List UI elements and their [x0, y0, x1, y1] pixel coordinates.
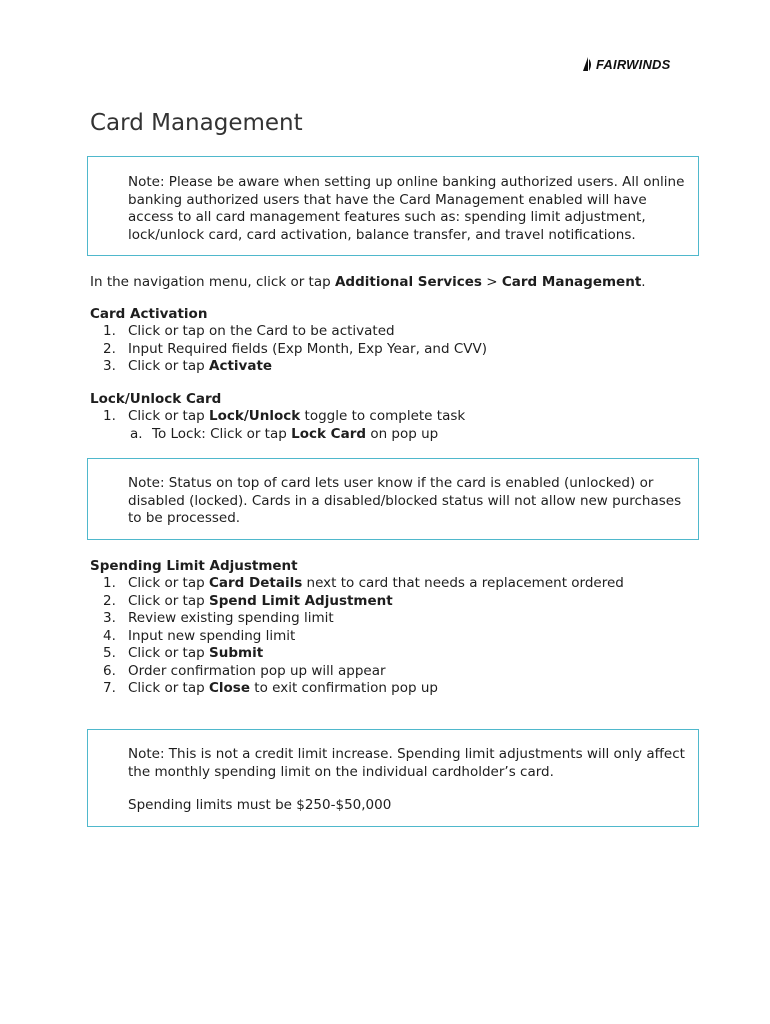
item-text: to exit confirmation pop up — [250, 680, 438, 696]
lock-unlock-heading: Lock/Unlock Card — [90, 391, 222, 407]
item-bold: Activate — [209, 358, 273, 374]
item-bold: Submit — [209, 645, 264, 661]
item-bold: Lock Card — [291, 425, 367, 442]
card-status-note — [87, 458, 699, 540]
lock-unlock-list — [90, 408, 465, 443]
logo-text: FAIRWINDS — [596, 56, 671, 72]
item-text: Click or tap on the Card to be activated — [128, 323, 395, 339]
list-item — [90, 680, 624, 698]
item-text: Click or tap — [128, 358, 209, 374]
item-text: Click or tap — [128, 645, 209, 661]
nav-card-management: Card Management — [501, 274, 642, 290]
item-number: 2. — [103, 340, 116, 357]
sail-icon — [580, 55, 596, 73]
nav-prefix: In the navigation menu, click or tap — [90, 274, 335, 290]
item-text: Click or tap — [128, 575, 209, 591]
item-number: 7. — [103, 680, 116, 696]
card-activation-list — [90, 323, 487, 376]
spending-limit-note — [87, 729, 699, 827]
item-text: Input new spending limit — [128, 627, 296, 644]
list-item — [90, 575, 624, 593]
item-text: on pop up — [366, 425, 439, 442]
spending-limit-list — [90, 575, 624, 698]
item-number: 6. — [103, 662, 116, 679]
list-item — [90, 628, 624, 646]
item-number: 3. — [103, 358, 116, 374]
item-bold: Card Details — [209, 575, 303, 591]
fairwinds-logo — [580, 55, 671, 73]
list-sub-item — [90, 426, 465, 444]
list-item — [90, 408, 465, 426]
note-text: Note: This is not a credit limit increase. Spending limit adjustments will only affect the monthly spending limit on the individual cardholder’s card. — [128, 746, 685, 780]
item-text: Click or tap — [128, 408, 209, 424]
list-item — [90, 645, 624, 663]
item-text: Click or tap — [128, 680, 209, 696]
list-item — [90, 341, 487, 359]
item-text: Review existing spending limit — [128, 610, 334, 626]
navigation-instruction — [90, 274, 646, 292]
item-number: 5. — [103, 645, 116, 661]
card-activation-heading: Card Activation — [90, 306, 208, 322]
list-item — [90, 610, 624, 628]
nav-additional-services: Additional Services — [334, 274, 482, 290]
item-number: 1. — [103, 575, 116, 591]
item-text: toggle to complete task — [300, 408, 466, 424]
list-item — [90, 663, 624, 681]
nav-separator: > — [481, 274, 502, 290]
item-number: 2. — [103, 592, 116, 609]
item-bold: Lock/Unlock — [209, 408, 301, 424]
item-number: 3. — [103, 610, 116, 626]
note-text: Note: Status on top of card lets user know if the card is enabled (unlocked) or disabled (locked). Cards in a disabled/blocked status will not allow new purchases to be processed. — [128, 475, 682, 526]
item-bold: Close — [209, 680, 251, 696]
authorized-users-note — [87, 156, 699, 256]
page-title: Card Management — [90, 110, 303, 136]
item-text: To Lock: Click or tap — [152, 425, 292, 442]
item-letter: a. — [130, 425, 143, 442]
item-text: Order confirmation pop up will appear — [128, 662, 386, 679]
list-item — [90, 358, 487, 376]
item-bold: Spend Limit Adjustment — [209, 592, 393, 609]
item-text: next to card that needs a replacement ordered — [302, 575, 624, 591]
item-number: 1. — [103, 408, 116, 424]
item-text: Input Required fields (Exp Month, Exp Year, and CVV) — [128, 340, 488, 357]
note-limit-range: Spending limits must be $250-$50,000 — [128, 797, 392, 813]
note-text: Note: Please be aware when setting up online banking authorized users. All online banking authorized users that have the Card Management enabled will have access to all card management features such as: spending limit adjustment, lock/unlock card, card activation, balance transfer, and travel notifications. — [128, 174, 685, 243]
spending-limit-heading: Spending Limit Adjustment — [90, 558, 298, 574]
list-item — [90, 593, 624, 611]
item-number: 1. — [103, 323, 116, 339]
item-text: Click or tap — [128, 592, 209, 609]
list-item — [90, 323, 487, 341]
nav-suffix: . — [641, 274, 646, 290]
item-number: 4. — [103, 627, 116, 644]
